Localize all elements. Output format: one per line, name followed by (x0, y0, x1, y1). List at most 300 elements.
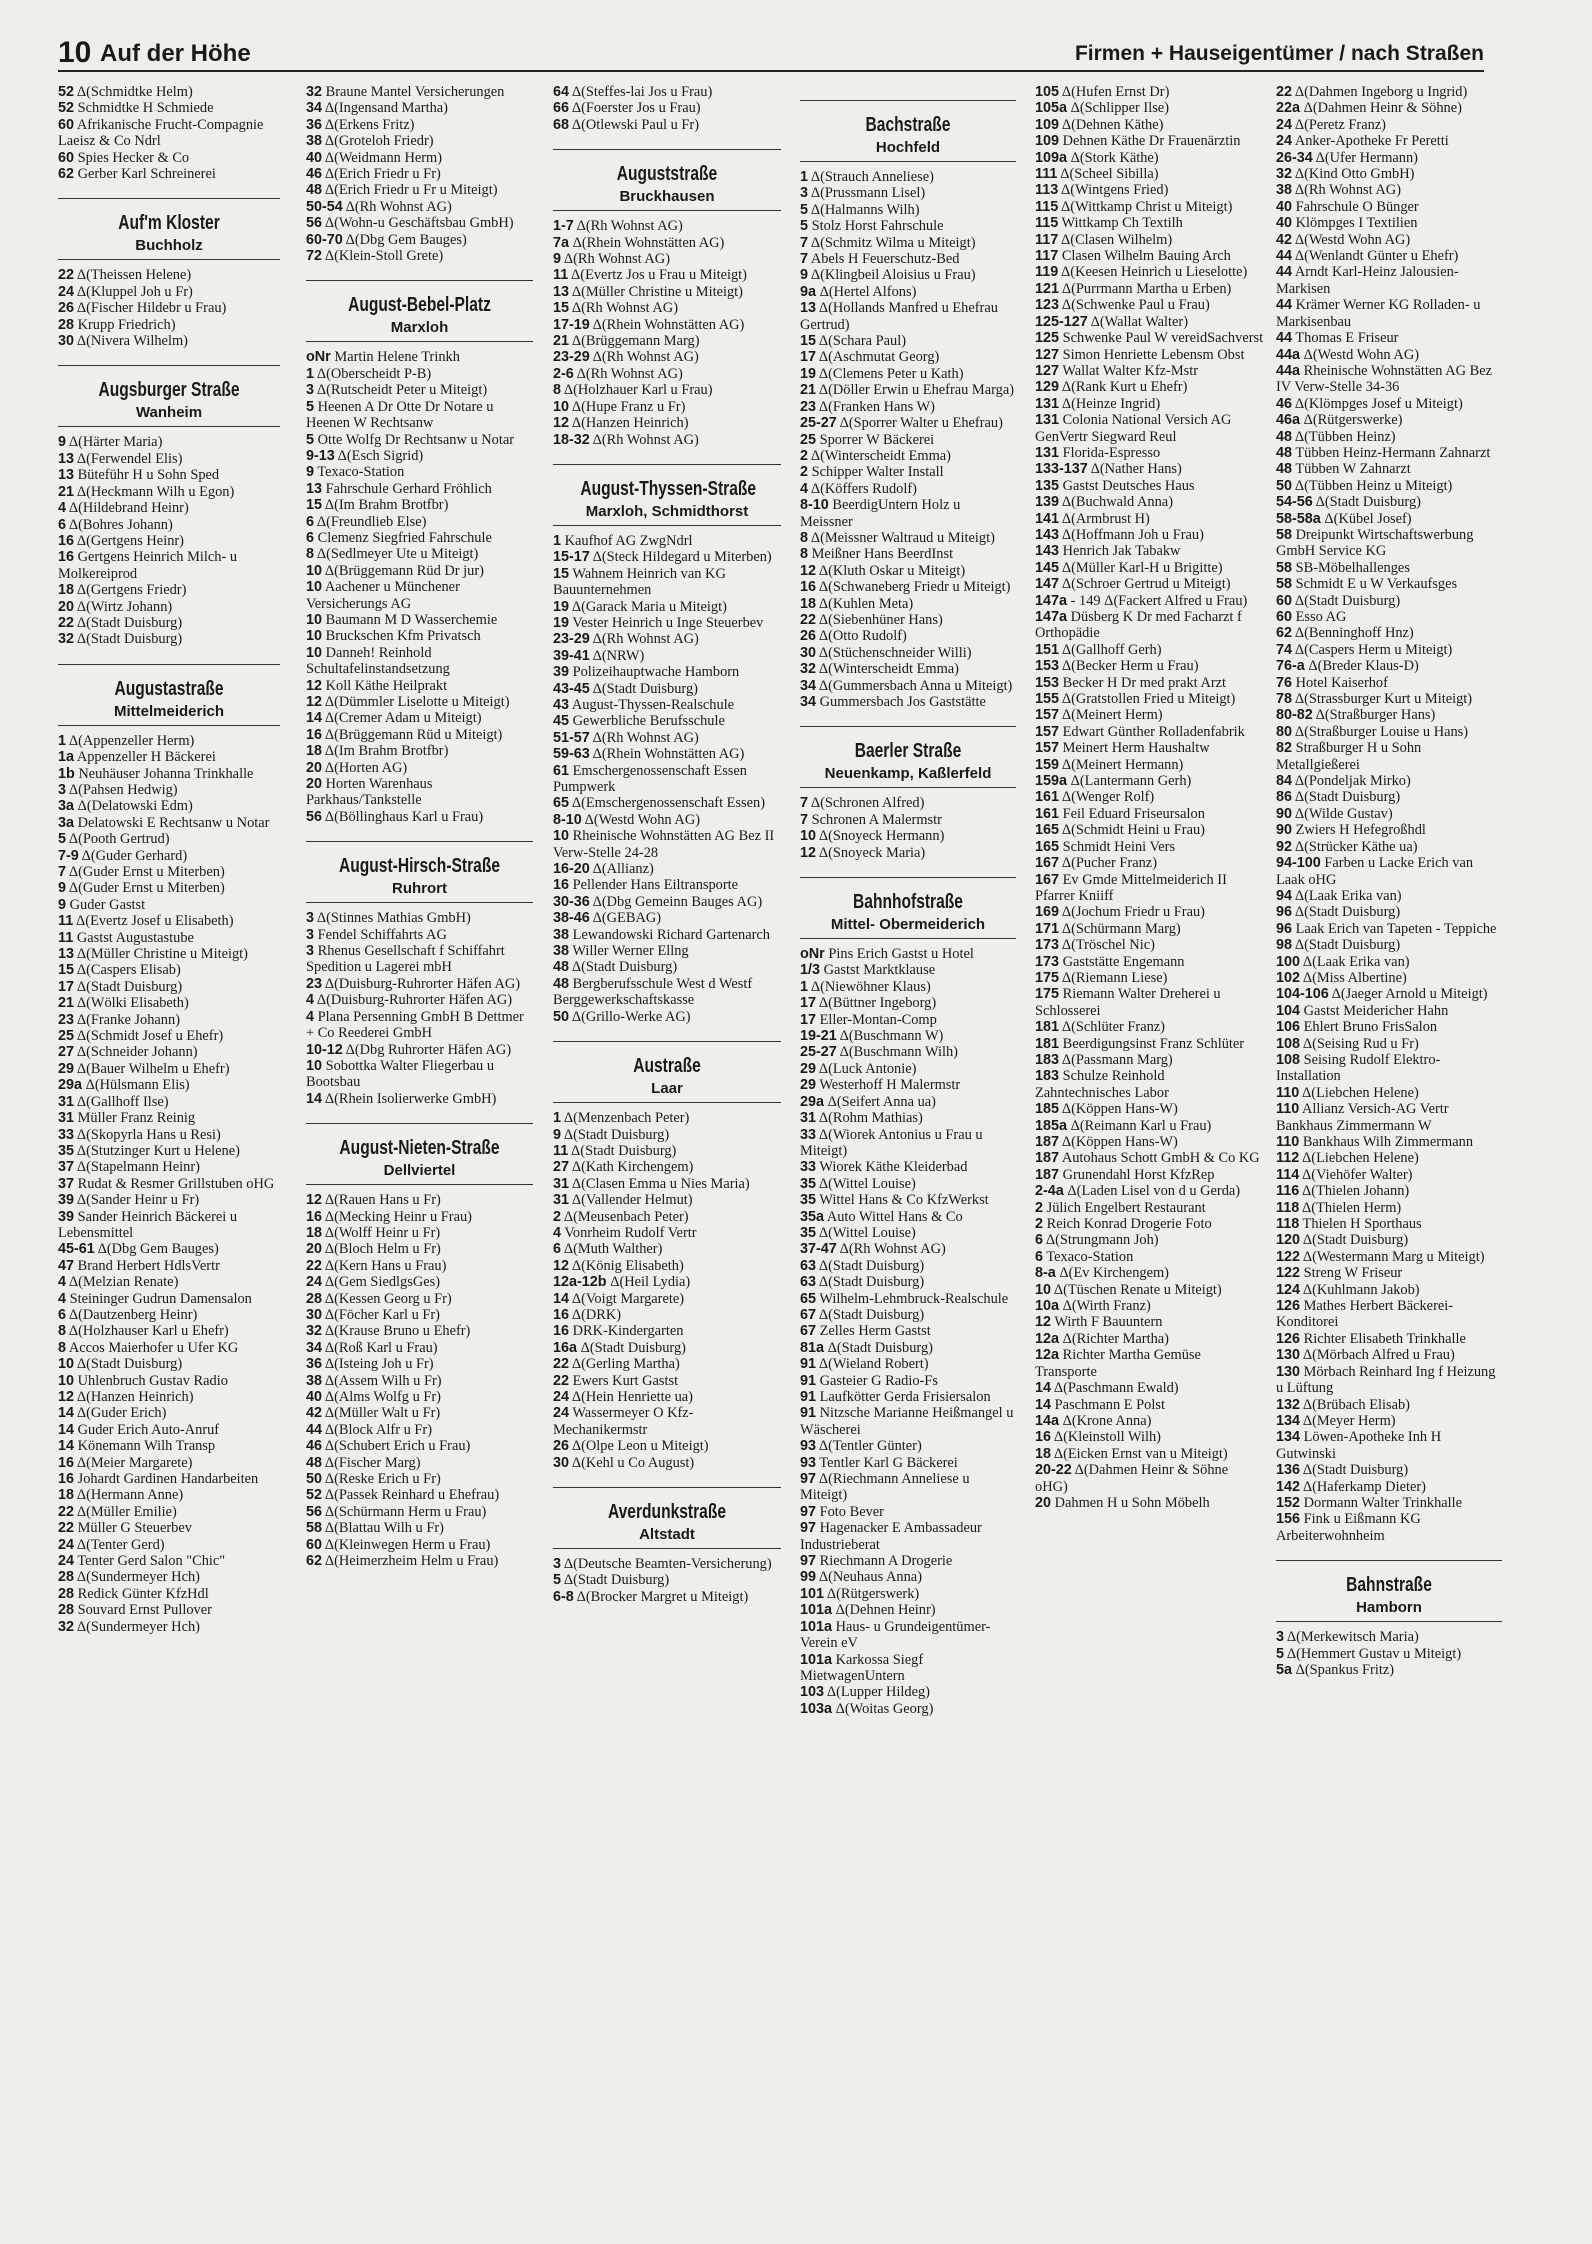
entry-text: Appenzeller H Bäckerei (74, 749, 216, 766)
entry-text: Zelles Herm Gastst (816, 1323, 931, 1340)
directory-entry (800, 845, 1016, 861)
entry-text: Δ(Passek Reinhard u Ehefrau) (322, 1487, 500, 1504)
entry-text: Neuhäuser Johanna Trinkhalle (74, 765, 254, 782)
entry-text: Δ(Brüggemann Marg) (569, 333, 700, 350)
entry-text: Hotel Kaiserhof (1292, 674, 1388, 691)
house-number: 13 (553, 283, 570, 300)
directory-entry (800, 596, 1016, 612)
directory-entry (1276, 396, 1502, 412)
house-number: 33 (58, 1126, 75, 1143)
directory-entry (1276, 822, 1502, 838)
directory-entry (1035, 363, 1264, 379)
entry-text: Δ(Bauer Wilhelm u Ehefr) (74, 1060, 230, 1077)
house-number: 25 (800, 431, 817, 448)
entry-text: Δ(Meinert Herm) (1059, 707, 1163, 724)
house-number: 6 (58, 1306, 67, 1323)
house-number: 15 (58, 962, 75, 979)
directory-entry (306, 1438, 533, 1454)
district-name: Wanheim (58, 403, 280, 427)
directory-entry (553, 1340, 781, 1356)
house-number: 56 (306, 808, 323, 825)
entry-text: Δ(Liebchen Helene) (1299, 1150, 1419, 1167)
directory-entry (800, 1504, 1016, 1520)
entry-text: Δ(Rütgerswerke) (1300, 412, 1403, 429)
house-number: 22 (1276, 84, 1293, 100)
directory-entry (1276, 1462, 1502, 1478)
directory-entry (800, 645, 1016, 661)
entry-text: Schmidt E u W Verkaufsges (1292, 576, 1458, 593)
entry-text: Johardt Gardinen Handarbeiten (74, 1471, 259, 1488)
directory-entry (1035, 1282, 1264, 1298)
directory-entry (1276, 297, 1502, 330)
house-number: 97 (800, 1520, 817, 1537)
directory-entry (306, 1241, 533, 1257)
entry-text: Beerdigungsinst Franz Schlüter (1059, 1035, 1245, 1052)
house-number: 129 (1035, 379, 1060, 396)
street-name: Auguststraße (616, 162, 718, 186)
directory-entry (800, 1061, 1016, 1077)
directory-entry (553, 763, 781, 796)
house-number: 13 (800, 300, 817, 317)
directory-entry (58, 1077, 280, 1093)
entry-text: Δ(Schmitz Wilma u Miteigt) (808, 234, 976, 251)
house-number: 16 (1035, 1429, 1052, 1446)
entry-text: Δ(Voigt Margarete) (569, 1290, 685, 1307)
house-number: 1 (553, 532, 562, 549)
directory-entry (1035, 724, 1264, 740)
house-number: 124 (1276, 1281, 1301, 1298)
directory-entry (306, 1209, 533, 1225)
house-number: 60 (1276, 592, 1293, 609)
entry-text: Δ(Meinert Hermann) (1059, 756, 1184, 773)
house-number: 8 (800, 529, 809, 546)
entry-text: Baumann M D Wasserchemie (322, 611, 498, 628)
house-number: 9 (58, 880, 67, 897)
entry-text: Texaco-Station (1043, 1248, 1134, 1265)
entry-text: Δ(Aschmutat Georg) (816, 349, 940, 366)
entry-text: Δ(Benninghoff Hnz) (1292, 625, 1414, 642)
house-number: 2-6 (553, 365, 574, 382)
directory-entry (1276, 986, 1502, 1002)
house-number: 9 (58, 434, 67, 451)
entry-text: Δ(Stadt Duisburg) (1292, 937, 1401, 954)
house-number: 5 (1276, 1645, 1285, 1662)
entry-text: Stolz Horst Fahrschule (808, 218, 944, 235)
entry-text: Δ(Kath Kirchengem) (569, 1159, 694, 1176)
house-number: 14 (1035, 1396, 1052, 1413)
entry-text: Gastst Meidericher Hahn (1300, 1002, 1449, 1019)
house-number: 153 (1035, 674, 1060, 691)
house-number: 20 (1035, 1494, 1052, 1511)
house-number: 135 (1035, 477, 1060, 494)
house-number: 25-27 (800, 415, 837, 432)
entry-text: Δ(Spankus Fritz) (1292, 1661, 1395, 1678)
house-number: 6 (58, 516, 67, 533)
directory-entry (1276, 888, 1502, 904)
house-number: 29 (800, 1077, 817, 1094)
directory-entry (553, 317, 781, 333)
entry-text: Redick Günter KfzHdl (74, 1585, 209, 1602)
directory-entry (1276, 1397, 1502, 1413)
house-number: 126 (1276, 1330, 1301, 1347)
directory-entry (1035, 757, 1264, 773)
entry-text: Fendel Schiffahrts AG (314, 926, 447, 943)
entry-text: Δ(Deutsche Beamten-Versicherung) (561, 1556, 772, 1573)
directory-entry (306, 448, 533, 464)
house-number: 7 (800, 234, 809, 251)
entry-text: Becker H Dr med prakt Arzt (1059, 674, 1227, 691)
house-number: 131 (1035, 412, 1060, 429)
entry-text: Δ(Wenlandt Günter u Ehefr) (1292, 248, 1459, 265)
directory-entry (58, 864, 280, 880)
entry-text: Gastst Deutsches Haus (1059, 477, 1195, 494)
directory-entry (553, 1307, 781, 1323)
directory-entry (58, 451, 280, 467)
entry-text: Westerhoff H Malermstr (816, 1077, 961, 1094)
district-name: Neuenkamp, Kaßlerfeld (800, 764, 1016, 788)
directory-entry (1276, 445, 1502, 461)
entry-text: Δ(Delatowski Edm) (74, 798, 193, 815)
entry-text: Δ(Paschmann Ewald) (1051, 1380, 1179, 1397)
house-number: 8-10 (553, 811, 582, 828)
house-number: 153 (1035, 658, 1060, 675)
directory-entry (306, 976, 533, 992)
house-number: 56 (306, 1503, 323, 1520)
directory-entry (1276, 970, 1502, 986)
directory-entry (306, 694, 533, 710)
entry-text: Δ(Olpe Leon u Miteigt) (569, 1438, 709, 1455)
entry-text: Δ(Isteing Joh u Fr) (322, 1356, 434, 1373)
directory-entry (58, 84, 280, 100)
entry-text: Δ(Rh Wohnst AG) (1292, 182, 1401, 199)
directory-entry (1276, 182, 1502, 198)
entry-text: Δ(Rh Wohnst AG) (569, 300, 678, 317)
entry-text: Δ(Pooth Gertrud) (66, 831, 170, 848)
entry-text: Büteführ H u Sohn Sped (74, 467, 220, 484)
directory-entry (58, 1340, 280, 1356)
directory-entry (800, 1553, 1016, 1569)
house-number: 28 (306, 1290, 323, 1307)
directory-entry (800, 267, 1016, 283)
directory-entry (306, 1553, 533, 1569)
directory-entry (800, 415, 1016, 431)
entry-text: Δ(Rhein Isolierwerke GmbH) (322, 1090, 497, 1107)
house-number: 3 (306, 943, 315, 960)
directory-entry (306, 579, 533, 612)
entry-text: Vester Heinrich u Inge Steuerbev (569, 614, 764, 631)
directory-entry (58, 1471, 280, 1487)
directory-entry (58, 995, 280, 1011)
directory-entry (306, 776, 533, 809)
entry-text: Δ(Wölki Elisabeth) (74, 995, 189, 1012)
house-number: 3 (306, 926, 315, 943)
entry-text: Δ(Kübel Josef) (1320, 510, 1412, 527)
entry-text: Abels H Feuerschutz-Bed (808, 251, 960, 268)
entry-text: Rhenus Gesellschaft f Schiffahrt Spedition u Lagerei mbH (306, 943, 505, 976)
house-number: 143 (1035, 543, 1060, 560)
directory-entry (553, 1291, 781, 1307)
house-number: 151 (1035, 641, 1060, 658)
house-number: 40 (1276, 198, 1293, 215)
entry-text: Δ(Kluth Oskar u Miteigt) (816, 562, 966, 579)
directory-entry (553, 1556, 781, 1572)
house-number: 58-58a (1276, 510, 1321, 527)
directory-entry (1276, 1101, 1502, 1134)
house-number: 44 (306, 1421, 323, 1438)
house-number: 22 (58, 614, 75, 631)
entry-text: Δ(Rh Wohnst AG) (589, 349, 699, 366)
house-number: 101a (800, 1618, 833, 1635)
entry-text: Δ(Wittel Louise) (816, 1175, 916, 1192)
directory-entry (58, 1487, 280, 1503)
directory-entry (800, 1684, 1016, 1700)
entry-text: Δ(Sundermeyer Hch) (74, 1569, 200, 1586)
entry-text: Δ(Theissen Helene) (74, 267, 192, 284)
house-number: 14 (306, 1090, 323, 1107)
entry-text: Δ(Stadt Duisburg) (561, 1126, 670, 1143)
entry-text: Δ(Köppen Hans-W) (1059, 1101, 1178, 1118)
directory-entry (1035, 789, 1264, 805)
entry-text: Gasteier G Radio-Fs (816, 1372, 938, 1389)
directory-entry (1276, 560, 1502, 576)
house-number: 126 (1276, 1298, 1301, 1315)
entry-text: Δ(Strassburger Kurt u Miteigt) (1292, 691, 1473, 708)
house-number: 35a (800, 1208, 825, 1225)
entry-text: Δ(Purrmann Martha u Erben) (1059, 280, 1232, 297)
entry-text: Δ(Dahmen Heinr & Söhne) (1300, 100, 1462, 117)
house-number: 50 (553, 1008, 570, 1025)
house-number: 19 (800, 365, 817, 382)
house-number: 130 (1276, 1363, 1301, 1380)
entry-text: Heenen A Dr Otte Dr Notare u Heenen W Rechtsanw (306, 398, 494, 432)
entry-text: Δ(Stadt Duisburg) (561, 1572, 670, 1589)
entry-text: Δ(Stadt Duisburg) (569, 959, 678, 976)
directory-entry (306, 1192, 533, 1208)
street-name: August-Nieten-Straße (339, 1136, 500, 1160)
house-number: 1 (58, 732, 67, 749)
entry-text: Δ(Tenter Gerd) (74, 1536, 165, 1553)
directory-entry (58, 1373, 280, 1389)
house-number: 4 (800, 480, 809, 497)
directory-entry (1276, 1282, 1502, 1298)
district-name: Mittel- Obermeiderich (800, 915, 1016, 939)
house-number: 167 (1035, 855, 1060, 872)
house-number: 52 (58, 100, 75, 117)
house-number: 1 (800, 169, 809, 185)
directory-entry (1035, 84, 1264, 100)
directory-entry (1276, 839, 1502, 855)
directory-entry (306, 366, 533, 382)
directory-entry (306, 84, 533, 100)
house-number: 37 (58, 1159, 75, 1176)
street-heading (1276, 1560, 1502, 1622)
directory-entry (1035, 1495, 1264, 1511)
directory-entry (553, 566, 781, 599)
house-number: 93 (800, 1454, 817, 1471)
directory-entry (553, 399, 781, 415)
entry-text: Plana Persenning GmbH B Dettmer + Co Reederei GmbH (306, 1008, 524, 1042)
house-number: 18 (58, 582, 75, 599)
directory-entry (1035, 1397, 1264, 1413)
directory-entry (1276, 691, 1502, 707)
entry-text: Eller-Montan-Comp (816, 1011, 937, 1028)
entry-text: Δ(Prussmann Lisel) (808, 185, 926, 202)
entry-text: Δ(Pahsen Hedwig) (66, 781, 178, 798)
entry-text: Δ(Viehöfer Walter) (1299, 1166, 1413, 1183)
entry-text: Δ(Kern Hans u Frau) (322, 1257, 447, 1274)
entry-text: Esso AG (1292, 609, 1347, 625)
directory-entry (1276, 1662, 1502, 1678)
entry-text: Δ(Stadt Duisburg) (74, 631, 183, 648)
directory-entry (1276, 347, 1502, 363)
house-number: 5 (553, 1572, 562, 1589)
house-number: 18 (58, 1487, 75, 1504)
entry-text: Schwenke Paul W vereidSachverst (1059, 330, 1264, 347)
directory-entry (1035, 707, 1264, 723)
entry-text: Δ(GEBAG) (589, 910, 662, 927)
house-number: 48 (553, 975, 570, 992)
house-number: 48 (306, 1454, 323, 1471)
house-number: 21 (58, 483, 75, 500)
directory-entry (800, 1455, 1016, 1471)
entry-text: Δ(Heil Lydia) (606, 1274, 691, 1291)
entry-text: Δ(Brüggemann Rüd Dr jur) (322, 562, 484, 579)
entry-text: Δ(Hermann Anne) (74, 1487, 184, 1504)
directory-entry (58, 1012, 280, 1028)
directory-entry (1035, 560, 1264, 576)
entry-text: Δ(Sundermeyer Hch) (74, 1618, 200, 1635)
directory-entry (58, 913, 280, 929)
house-number: 74 (1276, 641, 1293, 658)
entry-text: Δ(Fischer Hildebr u Frau) (74, 300, 227, 317)
entry-text: Richter Martha Gemüse Transporte (1035, 1347, 1201, 1380)
directory-entry (553, 631, 781, 647)
entry-text: Δ(Caspers Herm u Miteigt) (1292, 641, 1453, 658)
entry-text: Δ(Weidmann Herm) (322, 149, 443, 166)
entry-text: Pins Erich Gastst u Hotel (824, 946, 974, 963)
house-number: 24 (1276, 116, 1293, 133)
entry-text: Farben u Lacke Erich van Laak oHG (1276, 855, 1474, 888)
directory-entry (800, 448, 1016, 464)
house-number: 118 (1276, 1199, 1300, 1216)
directory-entry (800, 382, 1016, 398)
directory-entry (306, 1291, 533, 1307)
directory-entry (1276, 1019, 1502, 1035)
house-number: 127 (1035, 362, 1060, 379)
directory-entry (800, 1356, 1016, 1372)
house-number: 17 (800, 1011, 817, 1028)
house-number: 33 (800, 1159, 817, 1176)
directory-entry (800, 1389, 1016, 1405)
house-number: 23 (306, 975, 323, 992)
house-number: 120 (1276, 1232, 1301, 1249)
entry-text: Δ(Erich Friedr u Fr) (322, 166, 441, 183)
entry-text: Brand Herbert HdlsVertr (74, 1257, 220, 1274)
directory-entry (553, 877, 781, 893)
entry-text: Δ(Strungmann Joh) (1043, 1232, 1159, 1249)
entry-text: Δ(Fischer Marg) (322, 1454, 421, 1471)
street-name: Baerler Straße (854, 739, 962, 763)
directory-entry (306, 100, 533, 116)
entry-text: Δ(Westermann Marg u Miteigt) (1300, 1248, 1485, 1265)
house-number: 35 (800, 1224, 817, 1241)
directory-entry (1035, 970, 1264, 986)
directory-entry (1276, 921, 1502, 937)
house-number: 12 (553, 1257, 570, 1274)
column-4 (800, 84, 1016, 2234)
house-number: 38-46 (553, 910, 590, 927)
directory-entry (1035, 1298, 1264, 1314)
directory-entry (306, 1340, 533, 1356)
house-number: 104 (1276, 1002, 1301, 1019)
house-number: 29 (800, 1060, 817, 1077)
entry-text: Bankhaus Wilh Zimmermann (1299, 1134, 1474, 1150)
entry-text: Δ(Klingbeil Aloisius u Frau) (808, 267, 976, 284)
directory-entry (58, 549, 280, 582)
house-number: 3 (1276, 1629, 1285, 1646)
entry-text: Clasen Wilhelm Bauing Arch (1058, 248, 1231, 265)
entry-text: Δ(Ev Kirchengem) (1055, 1265, 1169, 1282)
entry-text: Δ(Garack Maria u Miteigt) (569, 598, 727, 615)
entry-text: Δ(Wilde Gustav) (1292, 805, 1393, 822)
directory-entry (58, 1389, 280, 1405)
house-number: 34 (800, 694, 817, 710)
house-number: 46a (1276, 412, 1301, 429)
entry-text: Δ(Hufen Ernst Dr) (1059, 84, 1170, 100)
directory-entry (553, 976, 781, 1009)
street-heading (306, 1123, 533, 1185)
entry-text: Δ(Straßburger Louise u Hans) (1292, 723, 1469, 740)
entry-text: Δ(Stapelmann Heinr) (74, 1159, 200, 1176)
house-number: 8 (800, 546, 809, 563)
directory-entry (58, 267, 280, 283)
house-number: 8 (553, 382, 562, 399)
house-number: 24 (553, 1405, 570, 1422)
directory-entry (800, 979, 1016, 995)
entry-text: Δ(Winterscheidt Emma) (808, 447, 951, 464)
directory-entry (58, 333, 280, 349)
directory-entry (800, 1652, 1016, 1685)
house-number: 12 (306, 1192, 323, 1209)
directory-entry (553, 1258, 781, 1274)
house-number: 16a (553, 1339, 578, 1356)
house-number: 10 (306, 611, 323, 628)
directory-entry (800, 1569, 1016, 1585)
entry-text: Δ(Mörbach Alfred u Frau) (1300, 1347, 1455, 1364)
directory-entry (306, 1520, 533, 1536)
house-number: 37-47 (800, 1241, 837, 1258)
directory-entry (800, 962, 1016, 978)
directory-entry (306, 1373, 533, 1389)
entry-text: Δ(Böllinghaus Karl u Frau) (322, 808, 484, 825)
directory-entry (1035, 330, 1264, 346)
directory-entry (306, 727, 533, 743)
entry-text: Ev Gmde Mittelmeiderich II Pfarrer Kniiff (1035, 871, 1227, 904)
entry-text: Dahmen H u Sohn Möbelh (1051, 1494, 1210, 1511)
directory-entry (553, 812, 781, 828)
street-heading (306, 280, 533, 342)
house-number: 52 (306, 1487, 323, 1504)
entry-text: Δ(Reimann Karl u Frau) (1067, 1117, 1212, 1134)
directory-entry (306, 1504, 533, 1520)
directory-entry (1035, 1429, 1264, 1445)
directory-entry (1035, 461, 1264, 477)
entry-text: - 149 Δ(Fackert Alfred u Frau) (1067, 592, 1248, 609)
directory-entry (800, 1192, 1016, 1208)
house-number: 22 (800, 611, 817, 628)
directory-entry (1276, 248, 1502, 264)
entry-text: Δ(Jaeger Arnold u Miteigt) (1328, 986, 1488, 1003)
